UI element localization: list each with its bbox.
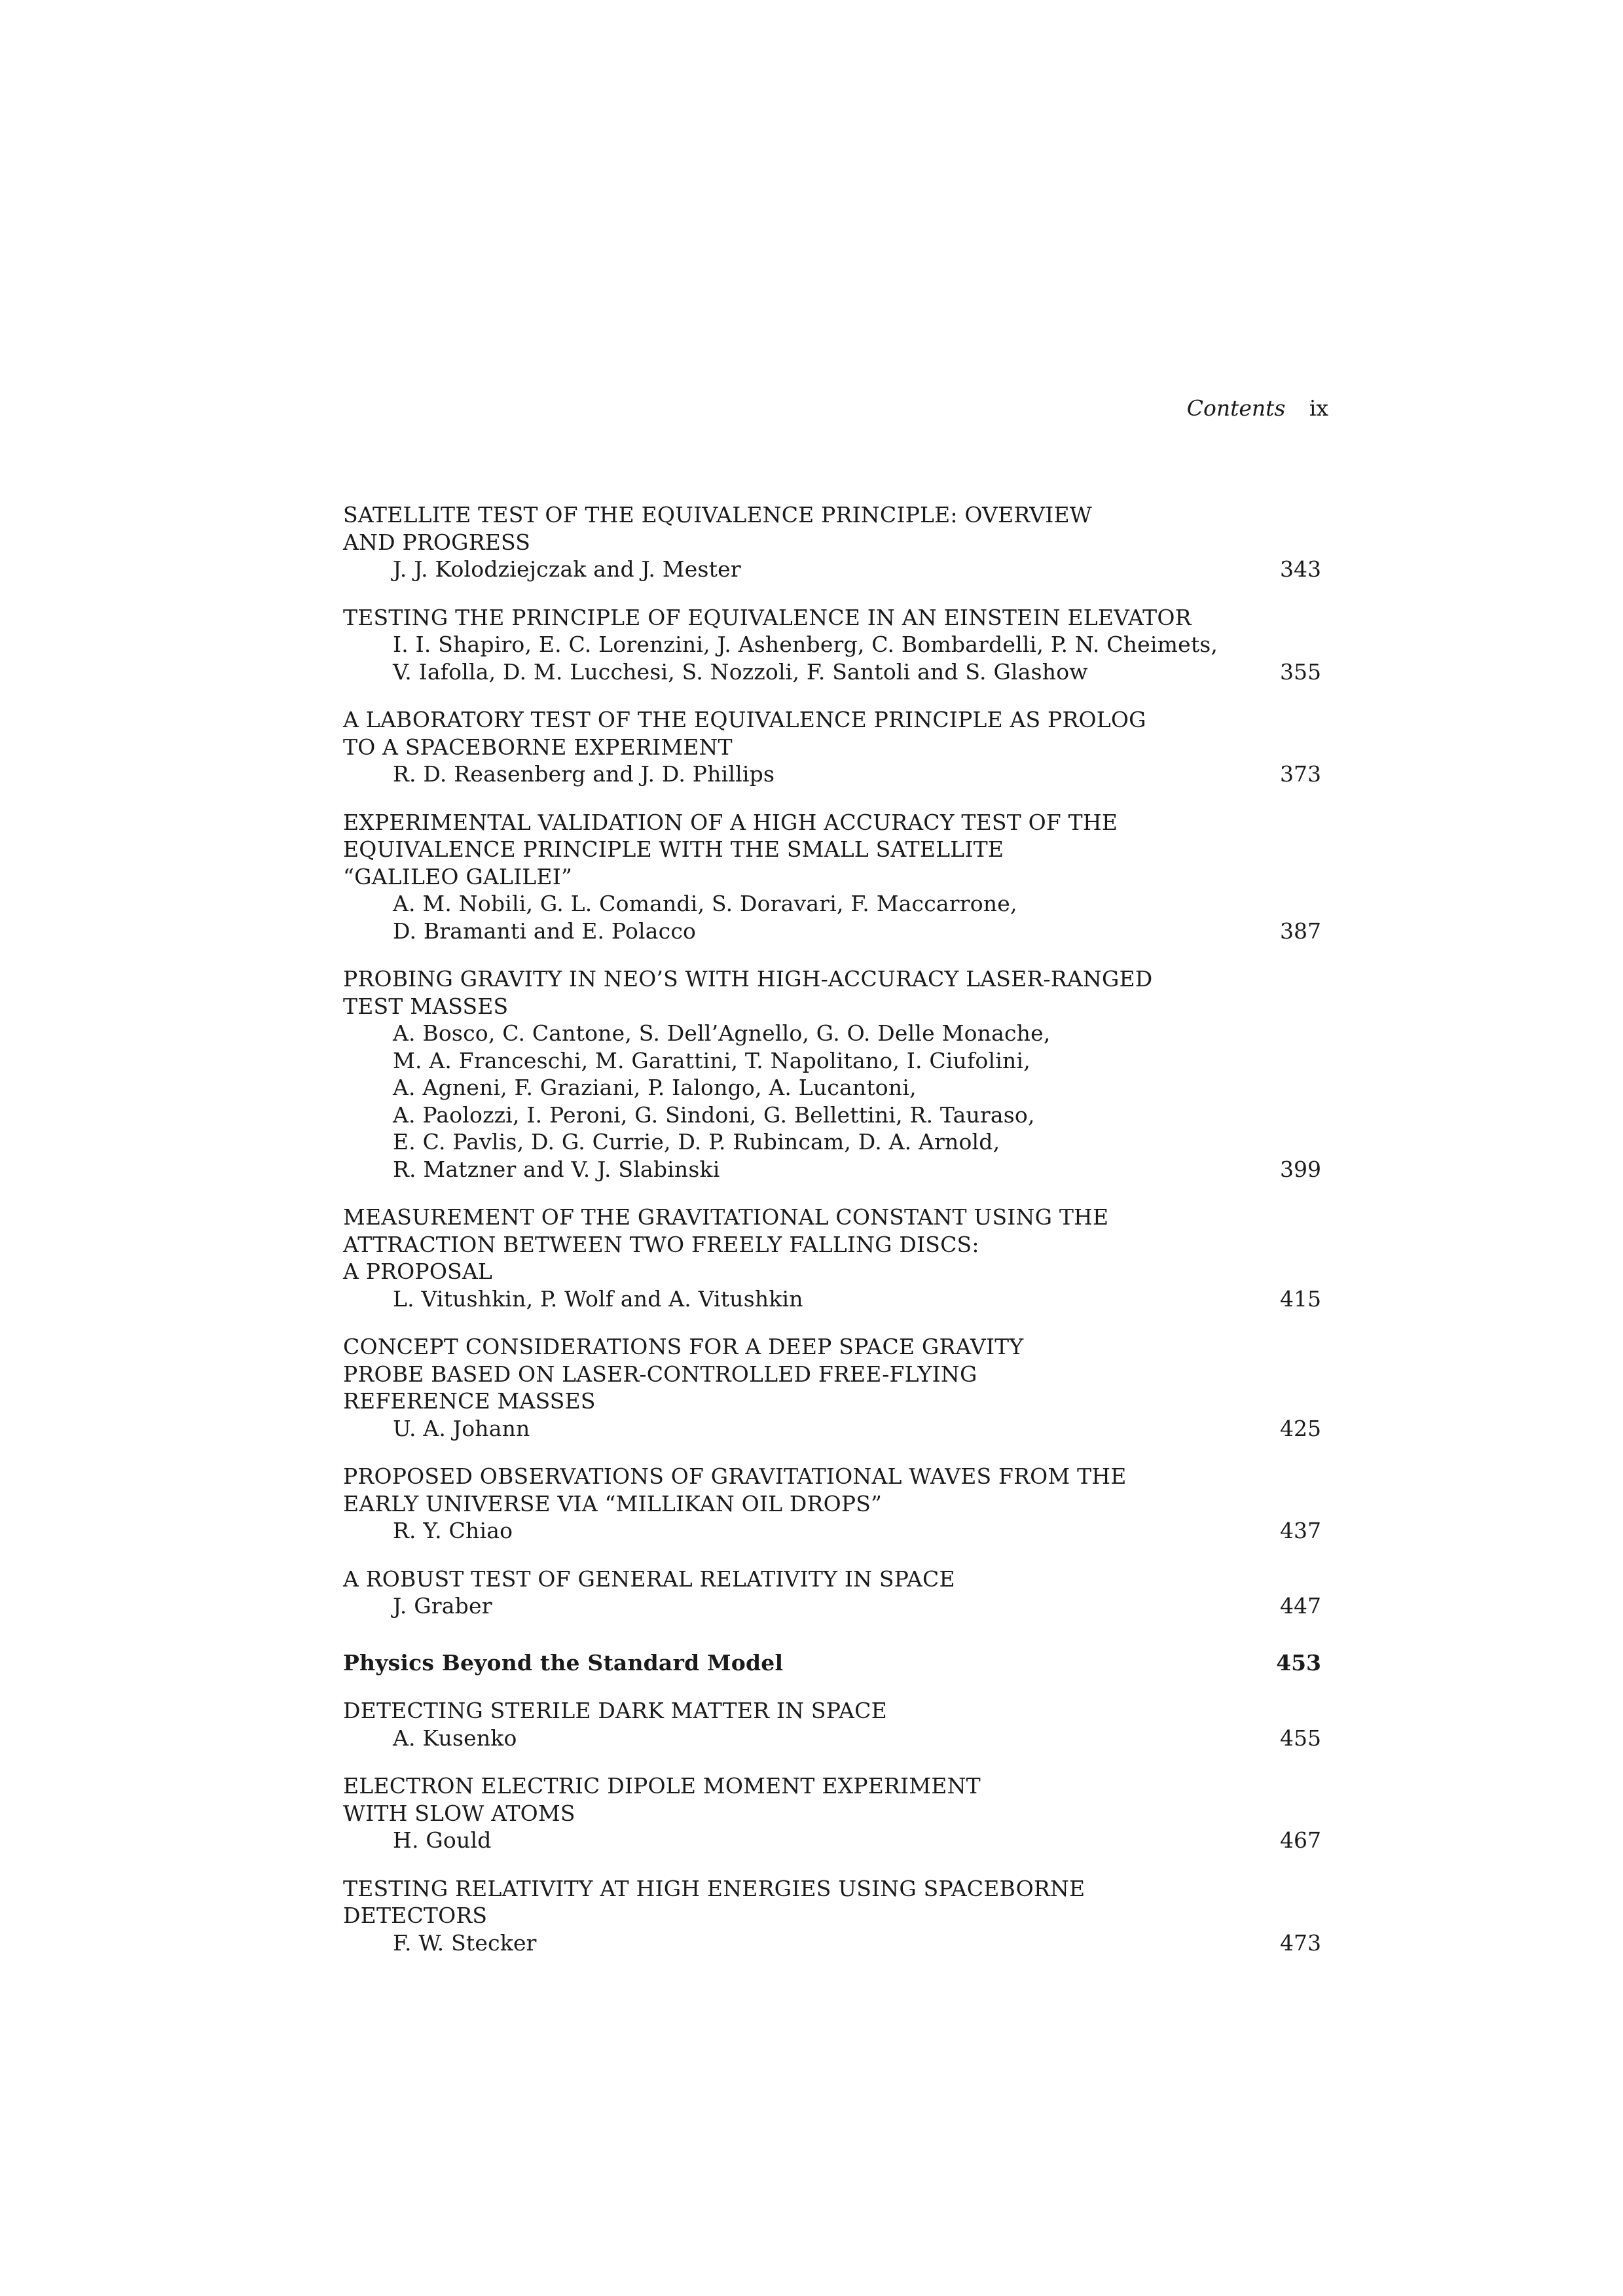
entry-authors-line: H. Gould (393, 1827, 492, 1853)
entry-authors-line: U. A. Johann (393, 1415, 530, 1441)
table-of-contents (343, 501, 1321, 1977)
entry-title-line: ATTRACTION BETWEEN TWO FREELY FALLING DISCS: (343, 1231, 979, 1257)
entry-authors (343, 1929, 1321, 1957)
entry-authors (343, 890, 1321, 944)
entry-authors (343, 1725, 1321, 1752)
entry-title-line: AND PROGRESS (343, 529, 531, 555)
entry-page-number: 455 (1280, 1725, 1321, 1751)
entry-authors-line: R. Matzner and V. J. Slabinski (393, 1156, 720, 1182)
entry-page-number: 373 (1280, 761, 1321, 787)
entry-authors-line: M. A. Franceschi, M. Garattini, T. Napolitano, I. Ciufolini, (393, 1047, 1030, 1073)
entry-page-number: 355 (1280, 658, 1321, 685)
entry-authors (343, 631, 1321, 685)
entry-authors (343, 1592, 1321, 1620)
entry-title (343, 965, 1321, 1020)
toc-entry[interactable] (343, 965, 1321, 1183)
entry-title (343, 1697, 1321, 1725)
entry-title-line: ELECTRON ELECTRIC DIPOLE MOMENT EXPERIMENT (343, 1773, 981, 1799)
entry-title (343, 501, 1321, 556)
entry-authors-line: V. Iafolla, D. M. Lucchesi, S. Nozzoli, F. Santoli and S. Glashow (393, 658, 1088, 685)
entry-title-line: MEASUREMENT OF THE GRAVITATIONAL CONSTANT USING THE (343, 1204, 1109, 1230)
entry-title-line: REFERENCE MASSES (343, 1388, 596, 1414)
entry-page-number: 415 (1280, 1285, 1321, 1312)
entry-page-number: 467 (1280, 1827, 1321, 1853)
toc-entry[interactable] (343, 706, 1321, 788)
entry-authors-line: A. M. Nobili, G. L. Comandi, S. Doravari, F. Maccarrone, (393, 891, 1017, 916)
entry-title-line: TESTING THE PRINCIPLE OF EQUIVALENCE IN AN EINSTEIN ELEVATOR (343, 604, 1192, 630)
entry-page-number: 343 (1280, 556, 1321, 582)
running-header-label: Contents (1186, 395, 1286, 421)
entry-title (343, 1566, 1321, 1593)
entry-page-number: 447 (1280, 1593, 1321, 1619)
entry-page-number: 399 (1280, 1156, 1321, 1182)
entry-page-number: 437 (1280, 1518, 1321, 1543)
entry-authors-line: E. C. Pavlis, D. G. Currie, D. P. Rubincam, D. A. Arnold, (393, 1129, 1000, 1155)
entry-title-line: DETECTING STERILE DARK MATTER IN SPACE (343, 1698, 887, 1723)
section-page-number: 453 (1276, 1649, 1321, 1676)
entry-title-line: CONCEPT CONSIDERATIONS FOR A DEEP SPACE GRAVITY (343, 1334, 1024, 1359)
running-header (1187, 395, 1328, 422)
entry-title (343, 604, 1321, 632)
entry-title-line: TEST MASSES (343, 993, 509, 1019)
toc-entry[interactable] (343, 1697, 1321, 1751)
entry-authors-line: I. I. Shapiro, E. C. Lorenzini, J. Ashenberg, C. Bombardelli, P. N. Cheimets, (393, 632, 1218, 657)
entry-title-line: EXPERIMENTAL VALIDATION OF A HIGH ACCURACY TEST OF THE (343, 809, 1118, 835)
entry-title-line: A PROPOSAL (343, 1259, 493, 1284)
toc-entry[interactable] (343, 1875, 1321, 1957)
entry-authors-line: R. D. Reasenberg and J. D. Phillips (393, 761, 775, 787)
entry-title-line: A LABORATORY TEST OF THE EQUIVALENCE PRINCIPLE AS PROLOG (343, 707, 1146, 732)
entry-authors (343, 1827, 1321, 1854)
toc-entry[interactable] (343, 1333, 1321, 1442)
toc-entry[interactable] (343, 809, 1321, 945)
toc-entry[interactable] (343, 1772, 1321, 1854)
entry-authors-line: A. Bosco, C. Cantone, S. Dell’Agnello, G. O. Delle Monache, (393, 1020, 1051, 1046)
entry-title-line: EARLY UNIVERSE VIA “MILLIKAN OIL DROPS” (343, 1490, 883, 1516)
entry-authors-line: R. Y. Chiao (393, 1518, 513, 1543)
entry-authors-line: F. W. Stecker (393, 1929, 537, 1956)
toc-section-heading[interactable] (343, 1649, 1321, 1677)
entry-title-line: PROBE BASED ON LASER-CONTROLLED FREE-FLYING (343, 1361, 977, 1387)
toc-entry[interactable] (343, 501, 1321, 583)
toc-entry[interactable] (343, 1204, 1321, 1312)
entry-authors (343, 556, 1321, 583)
entry-authors-line: D. Bramanti and E. Polacco (393, 918, 697, 944)
entry-authors-line: J. Graber (393, 1593, 492, 1619)
entry-title (343, 809, 1321, 891)
toc-entries (343, 501, 1321, 1620)
entry-title-line: DETECTORS (343, 1903, 488, 1928)
entry-title (343, 1463, 1321, 1517)
entry-title-line: TESTING RELATIVITY AT HIGH ENERGIES USING SPACEBORNE (343, 1875, 1085, 1901)
section-title: Physics Beyond the Standard Model (343, 1649, 784, 1676)
running-header-page-number: ix (1309, 395, 1328, 421)
entry-title-line: PROBING GRAVITY IN NEO’S WITH HIGH-ACCURACY LASER-RANGED (343, 966, 1153, 992)
entry-title-line: TO A SPACEBORNE EXPERIMENT (343, 734, 733, 760)
entry-title (343, 1333, 1321, 1415)
entry-authors-line: L. Vitushkin, P. Wolf and A. Vitushkin (393, 1285, 803, 1312)
entry-authors (343, 1020, 1321, 1183)
entry-title-line: WITH SLOW ATOMS (343, 1800, 575, 1826)
entry-page-number: 473 (1280, 1929, 1321, 1956)
entry-title-line: SATELLITE TEST OF THE EQUIVALENCE PRINCIPLE: OVERVIEW (343, 502, 1092, 528)
entry-title-line: PROPOSED OBSERVATIONS OF GRAVITATIONAL WAVES FROM THE (343, 1463, 1127, 1489)
toc-entry[interactable] (343, 604, 1321, 686)
toc-entry[interactable] (343, 1566, 1321, 1620)
entry-title (343, 1204, 1321, 1285)
entry-authors (343, 761, 1321, 788)
entry-title (343, 706, 1321, 761)
entry-title-line: “GALILEO GALILEI” (343, 863, 573, 889)
entry-title (343, 1772, 1321, 1827)
entry-title-line: A ROBUST TEST OF GENERAL RELATIVITY IN SPACE (343, 1566, 955, 1592)
entry-page-number: 425 (1280, 1415, 1321, 1441)
entry-authors (343, 1285, 1321, 1313)
entry-authors-line: A. Kusenko (393, 1725, 517, 1751)
entry-authors (343, 1415, 1321, 1443)
toc-entry[interactable] (343, 1463, 1321, 1545)
entry-authors-line: J. J. Kolodziejczak and J. Mester (393, 556, 741, 582)
entry-authors-line: A. Agneni, F. Graziani, P. Ialongo, A. Lucantoni, (393, 1075, 917, 1100)
entry-title (343, 1875, 1321, 1929)
toc-section-entries (343, 1697, 1321, 1956)
entry-title-line: EQUIVALENCE PRINCIPLE WITH THE SMALL SATELLITE (343, 836, 1004, 862)
entry-authors-line: A. Paolozzi, I. Peroni, G. Sindoni, G. Bellettini, R. Tauraso, (393, 1102, 1035, 1128)
entry-authors (343, 1517, 1321, 1545)
entry-page-number: 387 (1280, 918, 1321, 944)
